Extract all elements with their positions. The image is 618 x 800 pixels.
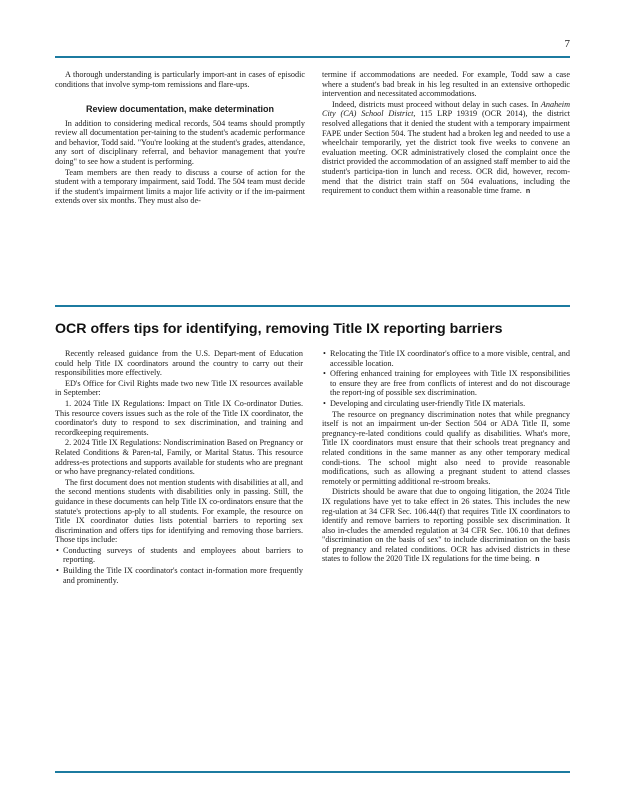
page-number: 7 <box>564 38 570 50</box>
end-of-article-mark: n <box>535 556 540 564</box>
body-paragraph: ED's Office for Civil Rights made two new Title IX resources available in September: <box>55 378 303 398</box>
body-paragraph: A thorough understanding is particularly import-ant in cases of episodic conditions that involve symp-tom remissions and flare-ups. <box>55 70 305 89</box>
bottom-divider <box>55 771 570 773</box>
top-divider <box>55 56 570 58</box>
body-paragraph: termine if accommodations are needed. For example, Todd saw a case where a student's bad break in his leg resulted in an extensive orthopedic intervention and necessitated accommodations. <box>322 70 570 99</box>
tip-bullet: • Building the Title IX coordinator's contact in-formation more frequently and prominently. <box>55 566 303 585</box>
case-intro-text: Indeed, districts must proceed without delay in such cases. In <box>332 99 539 109</box>
body-paragraph: In addition to considering medical records, 504 teams should promptly review all documentation per-taining to the student's academic performance and behavior, Todd said. "You're looking at the student's grades, attendance, any sort of disciplinary referral, and behavior management that you're doing" to see how a student is performing. <box>55 118 305 167</box>
body-paragraph: The first document does not mention students with disabilities at all, and the second mentions students with disabilities only in passing. Still, the guidance in these documents can help Title IX co-ordinators ensure that the statute's protections ap-ply to all students. For example, the resource on Title IX coordinator duties lists potential barriers to reporting sex discrimination and offers tips for identifying and removing those barriers. Those tips include: <box>55 477 303 545</box>
case-detail-text: , 115 LRP 19319 (OCR 2014), the district resolved allegations that it denied the student with a temporary impairment FAPE under Section 504. The student had a broken leg and needed to use a wheelchair temporarily, yet the district took five weeks to convene an evaluation meeting. OCR administratively closed the complaint once the district provided the accommodation of an assigned staff member to aid the student's participa-tion in lunch and recess. OCR did, however, recom-mend that the district train staff on 504 evaluations, including the requirement to conduct them within a reasonable time frame. <box>322 109 570 196</box>
article-left-column <box>55 349 303 586</box>
body-paragraph: 2. 2024 Title IX Regulations: Nondiscrimination Based on Pregnancy or Related Conditions & Paren-tal, Family, or Marital Status. This resource address-es protections and supports available for students who are pregnant or who have pregnancy-related conditions. <box>55 438 303 477</box>
body-paragraph: 1. 2024 Title IX Regulations: Impact on Title IX Co-ordinator Duties. This resource covers issues such as the role of the Title IX coordinator, the coordinator's duty to respond to sex discrimination, and training and recordkeeping requirements. <box>55 398 303 437</box>
body-paragraph: The resource on pregnancy discrimination notes that while pregnancy itself is not an impairment un-der Section 504 or ADA Title II, some pregnancy-re-lated conditions could qualify as disabilities. What's more, Title IX coordinators must ensure that their schools treat pregnancy and related conditions in the same manner as any other temporary medical condi-tions. The school might also need to provide reasonable modifications, such as allowing a pregnant student to attend classes remotely or permitting additional re-stroom breaks. <box>322 409 570 486</box>
tip-bullet: • Offering enhanced training for employees with Title IX responsibilities to ensure they are free from conflicts of interest and do not discourage the report-ing of possible sex discrimination. <box>322 369 570 398</box>
body-paragraph <box>322 100 570 197</box>
body-paragraph: Recently released guidance from the U.S. Depart-ment of Education could help Title IX coordinators around the country to carry out their responsibilities more effectively. <box>55 349 303 378</box>
tip-bullet: • Relocating the Title IX coordinator's office to a more visible, central, and accessible location. <box>322 349 570 368</box>
article-title: OCR offers tips for identifying, removing Title IX reporting barriers <box>55 321 503 337</box>
section-divider <box>55 305 570 307</box>
tip-bullet: • Conducting surveys of students and employees about barriers to reporting. <box>55 546 303 565</box>
case-name: Anaheim City (CA) School District <box>322 99 570 119</box>
body-paragraph <box>322 487 570 565</box>
upper-left-column <box>55 70 305 207</box>
body-text: Districts should be aware that due to ongoing litigation, the 2024 Title IX regulations have yet to take effect in 26 states. This includes the new reg-ulation at 34 CFR Sec. 106.44(f) that requires Title IX coordinators to identify and remove barriers to reporting possible sex discrimination. It also in-cludes the amended regulation at 34 CFR Sec. 106.10 that defines "discrimination on the basis of sex" to include discrimination on the basis of pregnancy and related conditions. OCR has advised districts in these states to follow the 2020 Title IX regulations for the time being. <box>322 487 570 564</box>
body-paragraph: Team members are then ready to discuss a course of action for the student with a temporary impairment, said Todd. The 504 team must decide if the student's impairment limits a major life activity or if the im-pairment extends over six months. They must also de- <box>55 167 305 206</box>
end-of-article-mark: n <box>525 188 531 196</box>
article-right-column <box>322 349 570 566</box>
upper-right-column <box>322 70 570 198</box>
tip-bullet: • Developing and circulating user-friendly Title IX materials. <box>322 399 570 409</box>
section-subhead: Review documentation, make determination <box>85 104 275 115</box>
